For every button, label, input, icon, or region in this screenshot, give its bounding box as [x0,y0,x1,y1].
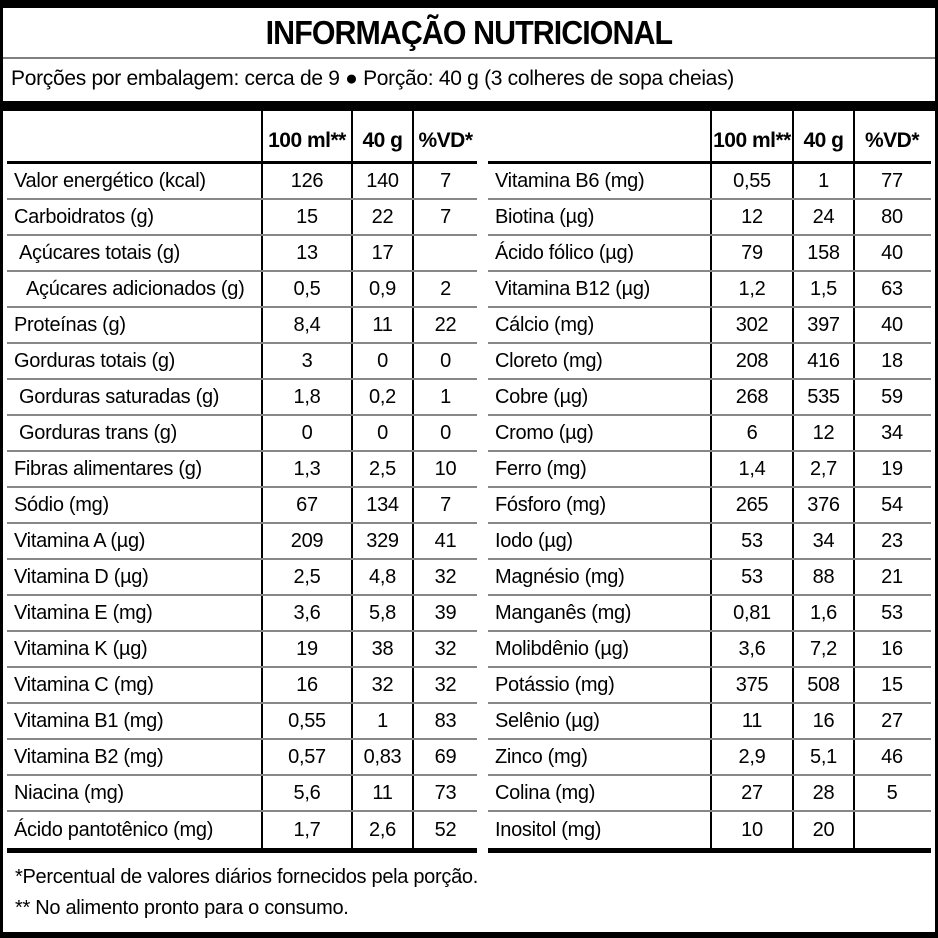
table-row [7,776,477,812]
value-100ml: 19 [261,632,351,666]
value-vd: 32 [412,560,477,594]
nutrient-label: Ácido pantotênico (mg) [14,818,214,841]
value-100ml: 0,55 [261,704,351,738]
value-40g: 158 [792,236,853,270]
value-100ml: 3,6 [261,596,351,630]
nutrient-label: Potássio (mg) [495,673,615,696]
value-100ml: 1,8 [261,380,351,414]
value-100ml: 1,7 [261,812,351,848]
value-40g: 508 [792,668,853,702]
value-100ml: 0 [261,416,351,450]
value-100ml: 8,4 [261,308,351,342]
value-40g: 28 [792,776,853,810]
nutrient-label: Ácido fólico (µg) [495,241,634,264]
value-100ml: 2,5 [261,560,351,594]
value-100ml: 0,55 [710,164,792,198]
value-vd: 83 [412,704,477,738]
table-row [7,668,477,704]
value-vd: 22 [412,308,477,342]
table-row [488,236,931,272]
value-100ml: 209 [261,524,351,558]
value-40g: 2,5 [351,452,412,486]
table-row [488,632,931,668]
value-vd: 40 [853,236,929,270]
nutrient-label: Açúcares adicionados (g) [26,277,245,300]
value-vd: 19 [853,452,929,486]
value-100ml: 3 [261,344,351,378]
value-vd: 73 [412,776,477,810]
value-100ml: 15 [261,200,351,234]
nutrient-label: Inositol (mg) [495,818,602,841]
value-vd: 39 [412,596,477,630]
table-row [7,740,477,776]
value-vd: 32 [412,668,477,702]
table-row [7,308,477,344]
value-100ml: 13 [261,236,351,270]
value-40g: 4,8 [351,560,412,594]
value-100ml: 27 [710,776,792,810]
value-100ml: 53 [710,560,792,594]
value-40g: 16 [792,704,853,738]
nutrient-label: Biotina (µg) [495,205,595,228]
value-100ml: 3,6 [710,632,792,666]
value-40g: 1 [351,704,412,738]
value-vd [853,812,929,848]
value-40g: 535 [792,380,853,414]
footnote-prepared-food: ** No alimento pronto para o consumo. [15,897,349,919]
nutrient-label: Açúcares totais (g) [19,241,181,264]
value-vd: 32 [412,632,477,666]
label-header [3,8,935,57]
nutrient-label: Colina (mg) [495,781,596,804]
value-40g: 376 [792,488,853,522]
nutrient-label: Ferro (mg) [495,457,587,480]
value-100ml: 302 [710,308,792,342]
value-vd: 0 [412,344,477,378]
value-vd: 0 [412,416,477,450]
value-vd: 69 [412,740,477,774]
table-row [488,812,931,848]
value-vd: 53 [853,596,929,630]
table-row [7,704,477,740]
value-100ml: 12 [710,200,792,234]
table-row [7,488,477,524]
column-header-40g: 40 g [792,111,853,161]
nutrient-label: Gorduras trans (g) [19,421,177,444]
value-40g: 0,2 [351,380,412,414]
table-row [488,524,931,560]
value-vd: 7 [412,488,477,522]
nutrition-table-right [488,111,931,853]
nutrition-tables [3,111,935,853]
table-row [488,668,931,704]
value-vd: 2 [412,272,477,306]
table-row [488,596,931,632]
nutrient-label: Sódio (mg) [14,493,109,516]
nutrient-label: Cloreto (mg) [495,349,603,372]
value-vd: 21 [853,560,929,594]
column-header-100ml: 100 ml** [261,111,351,161]
value-vd [412,236,477,270]
nutrient-label: Molibdênio (µg) [495,637,629,660]
value-40g: 416 [792,344,853,378]
nutrient-label: Selênio (µg) [495,709,600,732]
value-40g: 20 [792,812,853,848]
table-row [488,308,931,344]
nutrient-label: Gorduras saturadas (g) [19,385,220,408]
value-100ml: 0,57 [261,740,351,774]
table-row [7,452,477,488]
value-vd: 23 [853,524,929,558]
nutrient-label: Magnésio (mg) [495,565,625,588]
value-40g: 11 [351,776,412,810]
value-40g: 0,9 [351,272,412,306]
nutrient-label: Fibras alimentares (g) [14,457,202,480]
value-100ml: 79 [710,236,792,270]
column-header-40g: 40 g [351,111,412,161]
column-header-100ml: 100 ml** [710,111,792,161]
table-row [7,416,477,452]
table-row [7,524,477,560]
table-row [488,560,931,596]
value-40g: 24 [792,200,853,234]
value-100ml: 2,9 [710,740,792,774]
value-40g: 1 [792,164,853,198]
nutrient-label: Valor energético (kcal) [14,169,206,192]
table-body [488,164,931,848]
table-row [488,704,931,740]
value-vd: 54 [853,488,929,522]
value-40g: 0,83 [351,740,412,774]
value-40g: 88 [792,560,853,594]
value-100ml: 1,2 [710,272,792,306]
nutrient-label: Zinco (mg) [495,745,588,768]
value-vd: 34 [853,416,929,450]
nutrient-label: Proteínas (g) [14,313,126,336]
value-100ml: 67 [261,488,351,522]
table-row [7,560,477,596]
value-100ml: 1,3 [261,452,351,486]
nutrient-label: Vitamina K (µg) [14,637,148,660]
table-row [7,632,477,668]
value-40g: 1,6 [792,596,853,630]
value-vd: 7 [412,200,477,234]
nutrient-label: Cálcio (mg) [495,313,594,336]
value-vd: 59 [853,380,929,414]
value-40g: 0 [351,416,412,450]
value-vd: 77 [853,164,929,198]
value-40g: 34 [792,524,853,558]
nutrient-label: Vitamina B6 (mg) [495,169,645,192]
value-100ml: 10 [710,812,792,848]
value-100ml: 265 [710,488,792,522]
nutrient-label: Vitamina C (mg) [14,673,154,696]
nutrient-label: Cromo (µg) [495,421,594,444]
value-vd: 10 [412,452,477,486]
value-100ml: 5,6 [261,776,351,810]
value-vd: 80 [853,200,929,234]
value-vd: 63 [853,272,929,306]
value-vd: 46 [853,740,929,774]
page-title: INFORMAÇÃO NUTRICIONAL [265,13,673,51]
value-40g: 140 [351,164,412,198]
table-row [7,380,477,416]
value-100ml: 53 [710,524,792,558]
column-header-vd: %VD* [853,111,929,161]
value-vd: 1 [412,380,477,414]
table-row [7,236,477,272]
value-vd: 40 [853,308,929,342]
value-100ml: 268 [710,380,792,414]
value-vd: 15 [853,668,929,702]
value-vd: 27 [853,704,929,738]
value-40g: 12 [792,416,853,450]
value-40g: 32 [351,668,412,702]
value-vd: 18 [853,344,929,378]
nutrient-label: Fósforo (mg) [495,493,606,516]
table-body [7,164,477,848]
nutrient-label: Vitamina B12 (µg) [495,277,651,300]
column-header-nutrient [7,111,261,161]
value-100ml: 0,81 [710,596,792,630]
value-40g: 0 [351,344,412,378]
value-40g: 11 [351,308,412,342]
table-row [488,740,931,776]
nutrition-table-left [7,111,477,853]
table-row [488,380,931,416]
value-40g: 22 [351,200,412,234]
nutrient-label: Vitamina D (µg) [14,565,149,588]
value-vd: 7 [412,164,477,198]
footnotes [3,853,935,924]
nutrient-label: Vitamina B1 (mg) [14,709,164,732]
value-vd: 41 [412,524,477,558]
value-40g: 5,8 [351,596,412,630]
value-40g: 1,5 [792,272,853,306]
table-row [488,344,931,380]
nutrient-label: Gorduras totais (g) [14,349,176,372]
nutrient-label: Manganês (mg) [495,601,632,624]
value-40g: 5,1 [792,740,853,774]
serving-info: Porções por embalagem: cerca de 9 ● Porção: 40 g (3 colheres de sopa cheias) [11,67,734,90]
value-100ml: 126 [261,164,351,198]
table-row [7,344,477,380]
table-row [488,488,931,524]
table-row [488,416,931,452]
table-row [488,776,931,812]
column-header-nutrient [488,111,710,161]
value-100ml: 6 [710,416,792,450]
value-100ml: 16 [261,668,351,702]
nutrient-label: Vitamina B2 (mg) [14,745,164,768]
table-row [488,452,931,488]
table-row [488,200,931,236]
value-vd: 5 [853,776,929,810]
table-row [7,200,477,236]
nutrient-label: Carboidratos (g) [14,205,154,228]
nutrient-label: Vitamina A (µg) [14,529,146,552]
value-40g: 2,6 [351,812,412,848]
value-100ml: 375 [710,668,792,702]
value-vd: 16 [853,632,929,666]
nutrient-label: Iodo (µg) [495,529,573,552]
nutrient-label: Cobre (µg) [495,385,588,408]
table-row [488,164,931,200]
table-header-row [7,111,477,164]
value-40g: 397 [792,308,853,342]
value-vd: 52 [412,812,477,848]
value-100ml: 11 [710,704,792,738]
column-header-vd: %VD* [412,111,477,161]
table-row [7,596,477,632]
nutrient-label: Vitamina E (mg) [14,601,153,624]
value-40g: 17 [351,236,412,270]
table-row [7,812,477,848]
value-40g: 7,2 [792,632,853,666]
section-separator-bar [3,101,935,111]
value-40g: 38 [351,632,412,666]
footnote-daily-values: *Percentual de valores diários fornecidos pela porção. [15,866,478,888]
nutrient-label: Niacina (mg) [14,781,124,804]
table-row [488,272,931,308]
table-row [7,272,477,308]
value-40g: 2,7 [792,452,853,486]
table-header-row [488,111,931,164]
value-40g: 134 [351,488,412,522]
value-40g: 329 [351,524,412,558]
value-100ml: 1,4 [710,452,792,486]
value-100ml: 0,5 [261,272,351,306]
table-row [7,164,477,200]
value-100ml: 208 [710,344,792,378]
